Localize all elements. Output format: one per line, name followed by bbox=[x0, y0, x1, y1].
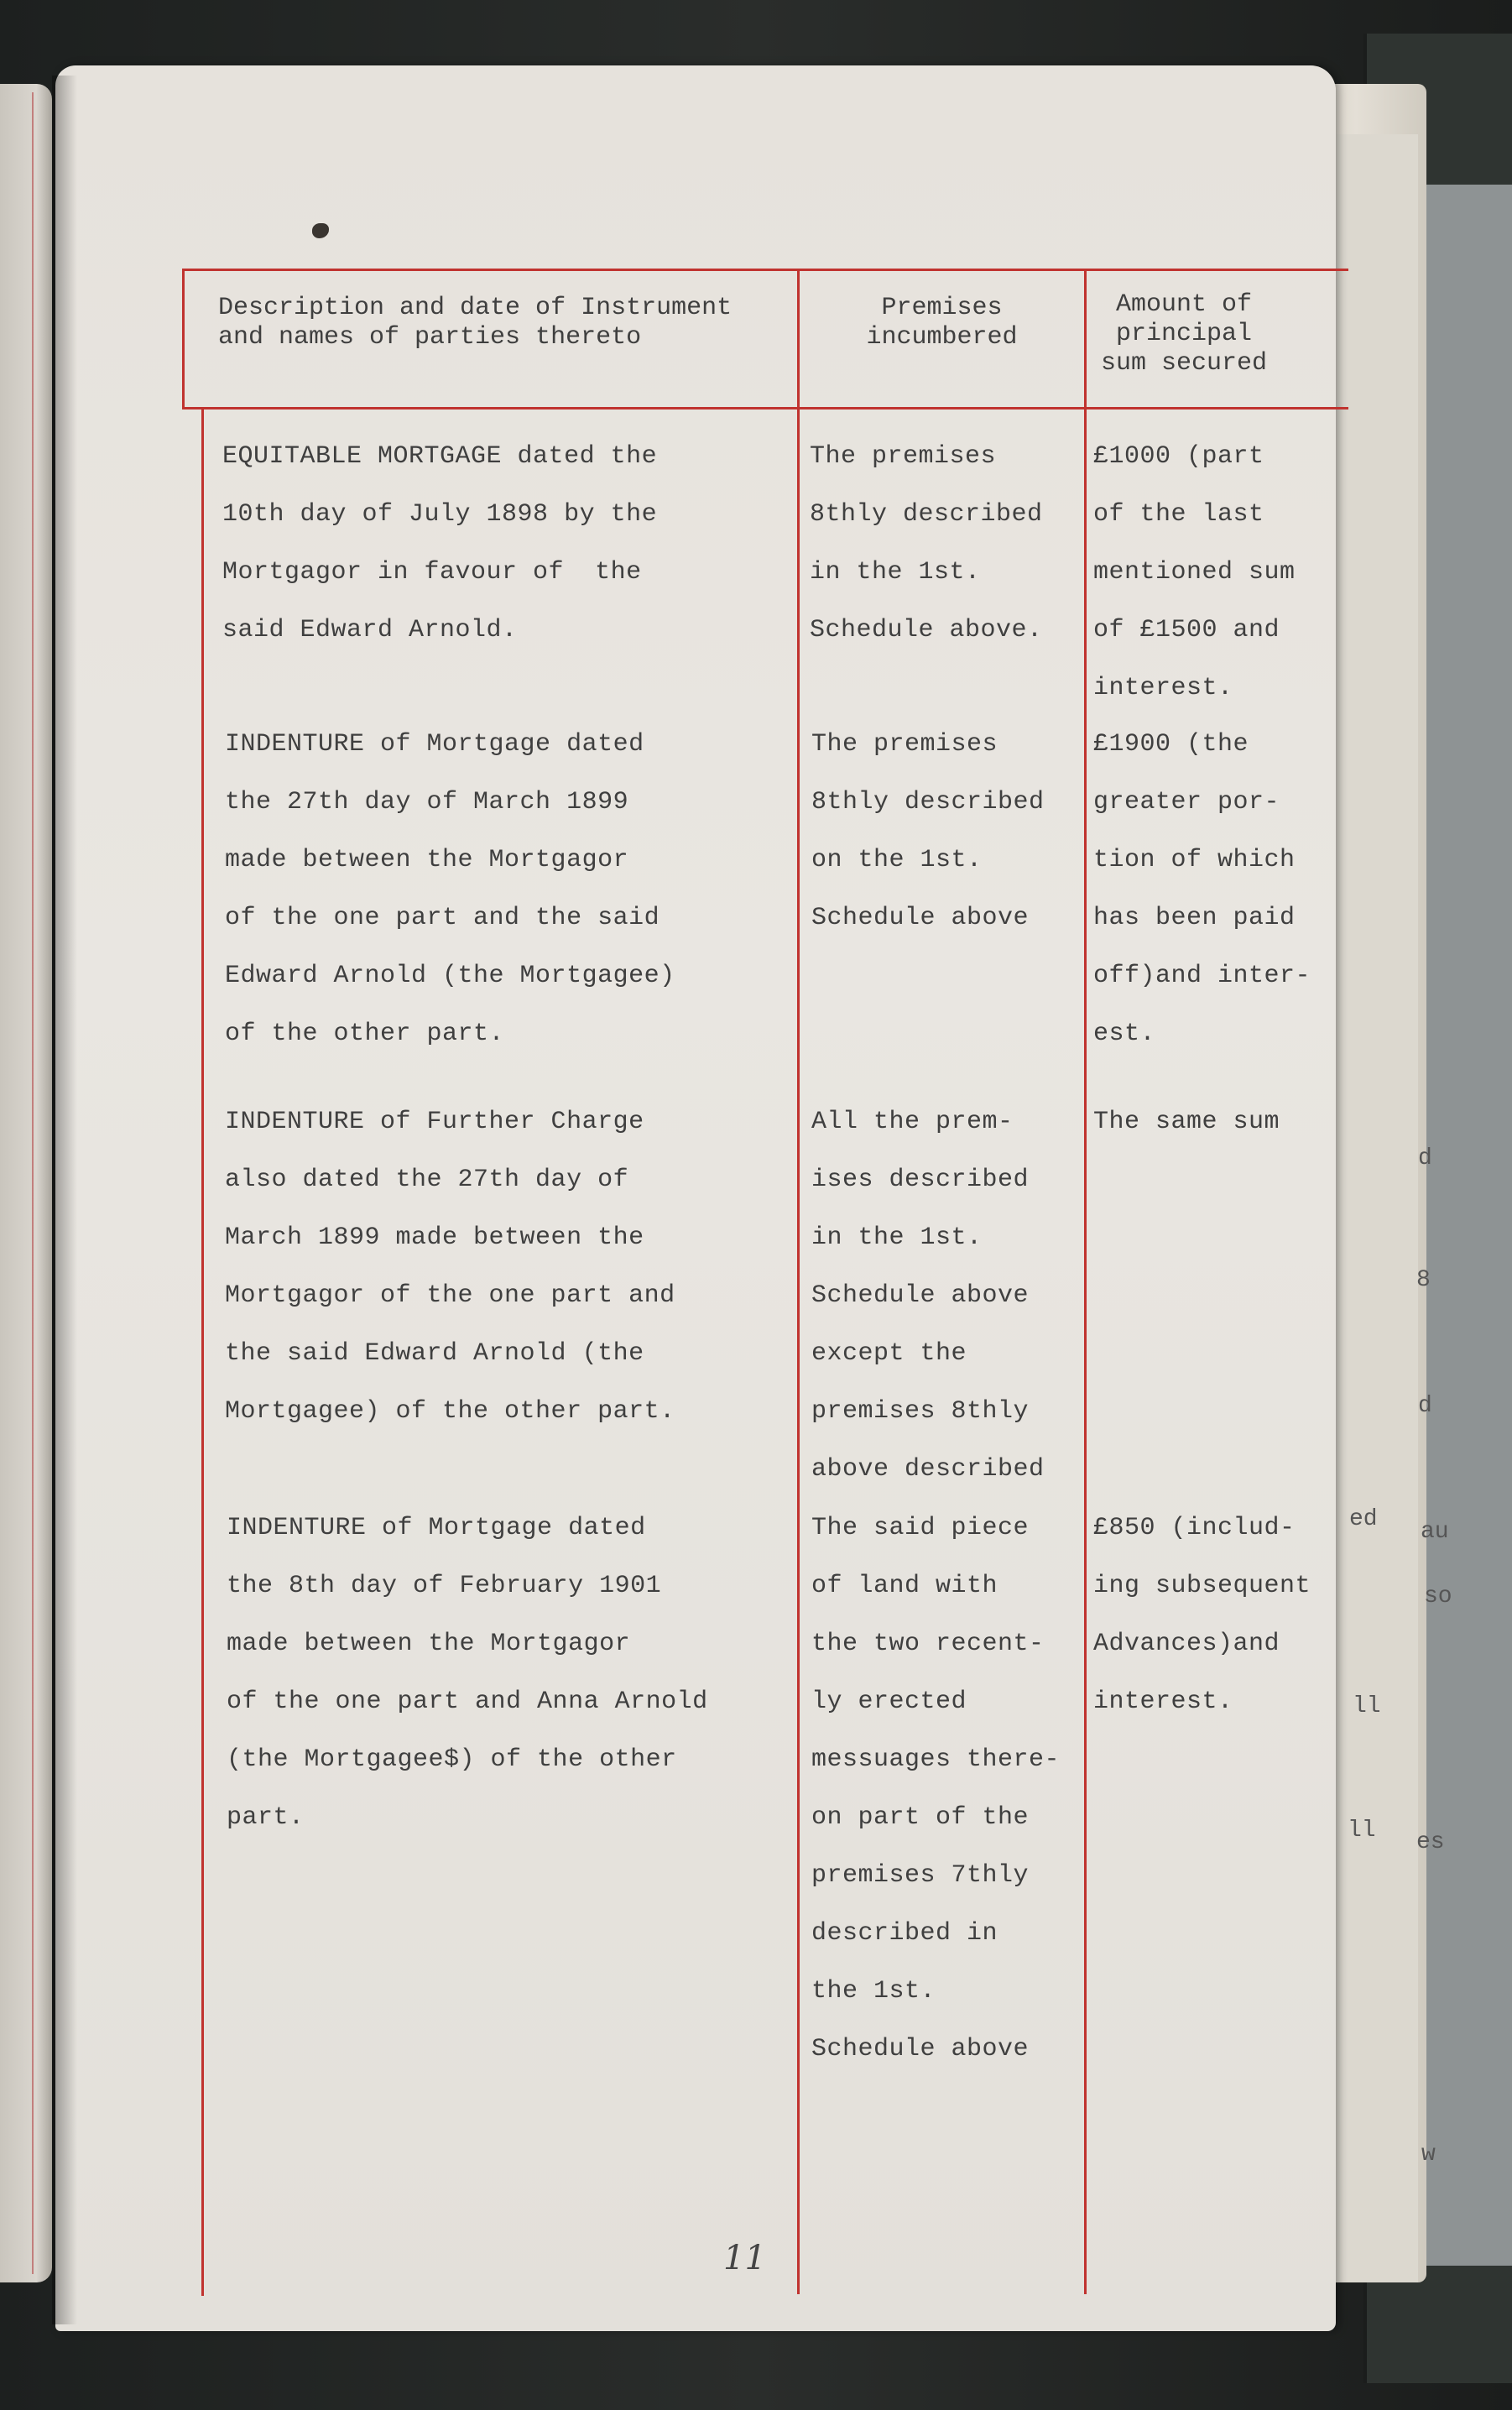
row3-description: INDENTURE of Further Charge also dated the 27th day of March 1899 made between the Mortgagor of the one part and the said Edward Arnold (the Mortgagee) of the other part. bbox=[225, 1108, 675, 1426]
underlying-text-fragment: d bbox=[1418, 1393, 1432, 1419]
table-left-rule-header bbox=[182, 269, 185, 409]
left-page-margin-rule bbox=[32, 92, 34, 2274]
underlying-text-fragment: au bbox=[1421, 1519, 1449, 1545]
row4-premises: The said piece of land with the two recent- ly erected messuages there- on part of the premises 7thly described in the 1st. Schedule above bbox=[811, 1514, 1061, 2063]
underlying-text-fragment: w bbox=[1421, 2141, 1436, 2167]
underlying-text-fragment: so bbox=[1424, 1583, 1452, 1609]
table-top-rule bbox=[182, 269, 1348, 271]
row3-premises: All the prem- ises described in the 1st. Schedule above except the premises 8thly above described bbox=[811, 1108, 1045, 1484]
column-divider-2 bbox=[1084, 270, 1087, 2294]
underlying-text-fragment: es bbox=[1416, 1829, 1445, 1855]
grey-insert-sheet bbox=[1418, 185, 1512, 2266]
header-description: Description and date of Instrument and names of parties thereto bbox=[218, 294, 733, 352]
row2-description: INDENTURE of Mortgage dated the 27th day of March 1899 made between the Mortgagor of the one part and the said Edward Arnold (the Mortgagee) of the other part. bbox=[225, 730, 675, 1048]
spine-shadow bbox=[52, 76, 77, 2324]
underlying-text-fragment: d bbox=[1418, 1145, 1432, 1171]
underlying-text-fragment: ll bbox=[1353, 1693, 1381, 1719]
header-amount: Amount of principal sum secured bbox=[1100, 290, 1268, 378]
underlying-page bbox=[1326, 134, 1418, 2282]
underlying-text-fragment: ll bbox=[1348, 1818, 1376, 1844]
underlying-text-fragment: ed bbox=[1349, 1506, 1378, 1532]
row1-description: EQUITABLE MORTGAGE dated the 10th day of July 1898 by the Mortgagor in favour of the said Edward Arnold. bbox=[222, 442, 658, 644]
row4-amount: £850 (includ- ing subsequent Advances)and interest. bbox=[1093, 1514, 1311, 1716]
column-divider-1 bbox=[797, 270, 800, 2294]
row4-description: INDENTURE of Mortgage dated the 8th day of February 1901 made between the Mortgagor of the one part and Anna Arnold (the Mortgagee$) of the other part. bbox=[227, 1514, 708, 1832]
row3-amount: The same sum bbox=[1093, 1108, 1280, 1136]
row2-amount: £1900 (the greater por- tion of which has been paid off)and inter- est. bbox=[1093, 730, 1311, 1048]
row1-amount: £1000 (part of the last mentioned sum of £1500 and interest. bbox=[1093, 442, 1296, 702]
table-header-rule bbox=[182, 407, 1348, 409]
row2-premises: The premises 8thly described on the 1st. Schedule above bbox=[811, 730, 1045, 932]
row1-premises: The premises 8thly described in the 1st. Schedule above. bbox=[810, 442, 1043, 644]
left-page-edge bbox=[0, 84, 52, 2282]
underlying-text-fragment: 8 bbox=[1416, 1267, 1431, 1293]
page-number: 11 bbox=[723, 2239, 766, 2277]
header-premises: Premises incumbered bbox=[866, 294, 1018, 352]
table-left-rule bbox=[201, 408, 204, 2296]
